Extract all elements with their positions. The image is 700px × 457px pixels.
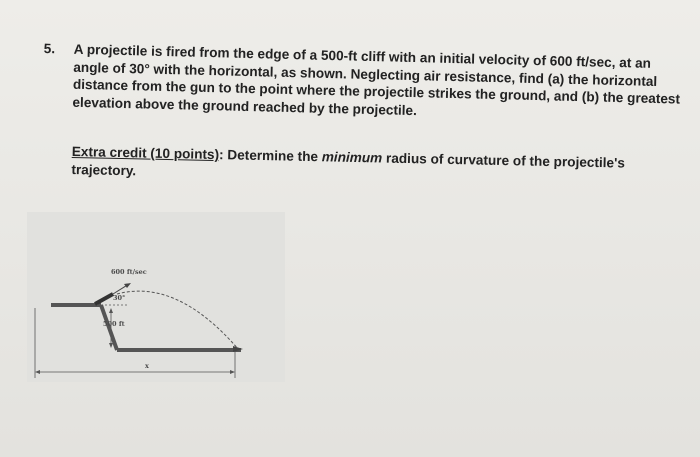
height-label: 500 ft (103, 320, 125, 328)
velocity-label: 600 ft/sec (111, 268, 147, 276)
problem-number: 5. (43, 40, 56, 57)
extra-credit-text-2: radius of curvature of the projectile's trajectory. (71, 150, 626, 179)
angle-label: 30° (113, 294, 126, 302)
height-arrow-top (109, 308, 113, 313)
figure-drawing (27, 212, 285, 382)
gun-barrel (95, 294, 113, 304)
distance-arrow-right (230, 370, 235, 374)
velocity-arrowhead (124, 283, 131, 288)
distance-label: x (145, 362, 149, 370)
distance-arrow-left (35, 370, 40, 374)
extra-credit (71, 143, 692, 192)
problem-5 (42, 40, 684, 126)
problem-statement: A projectile is fired from the edge of a 500-ft cliff with an initial velocity of 600 ft/sec, at an angle of 30° with the horizontal, as shown. Neglecting air resistance, find (a) the horizontal distance from the gun to the point where the projectile strikes the ground, and (b) the greatest elevation above the ground reached by the projectile. (72, 41, 681, 118)
extra-credit-label: Extra credit (10 points) (71, 143, 220, 163)
projectile-figure (27, 212, 285, 382)
extra-credit-emphasis: minimum (321, 149, 383, 166)
height-arrow-bottom (109, 343, 113, 348)
trajectory (117, 291, 239, 350)
extra-credit-text-1: : Determine the (218, 147, 322, 165)
